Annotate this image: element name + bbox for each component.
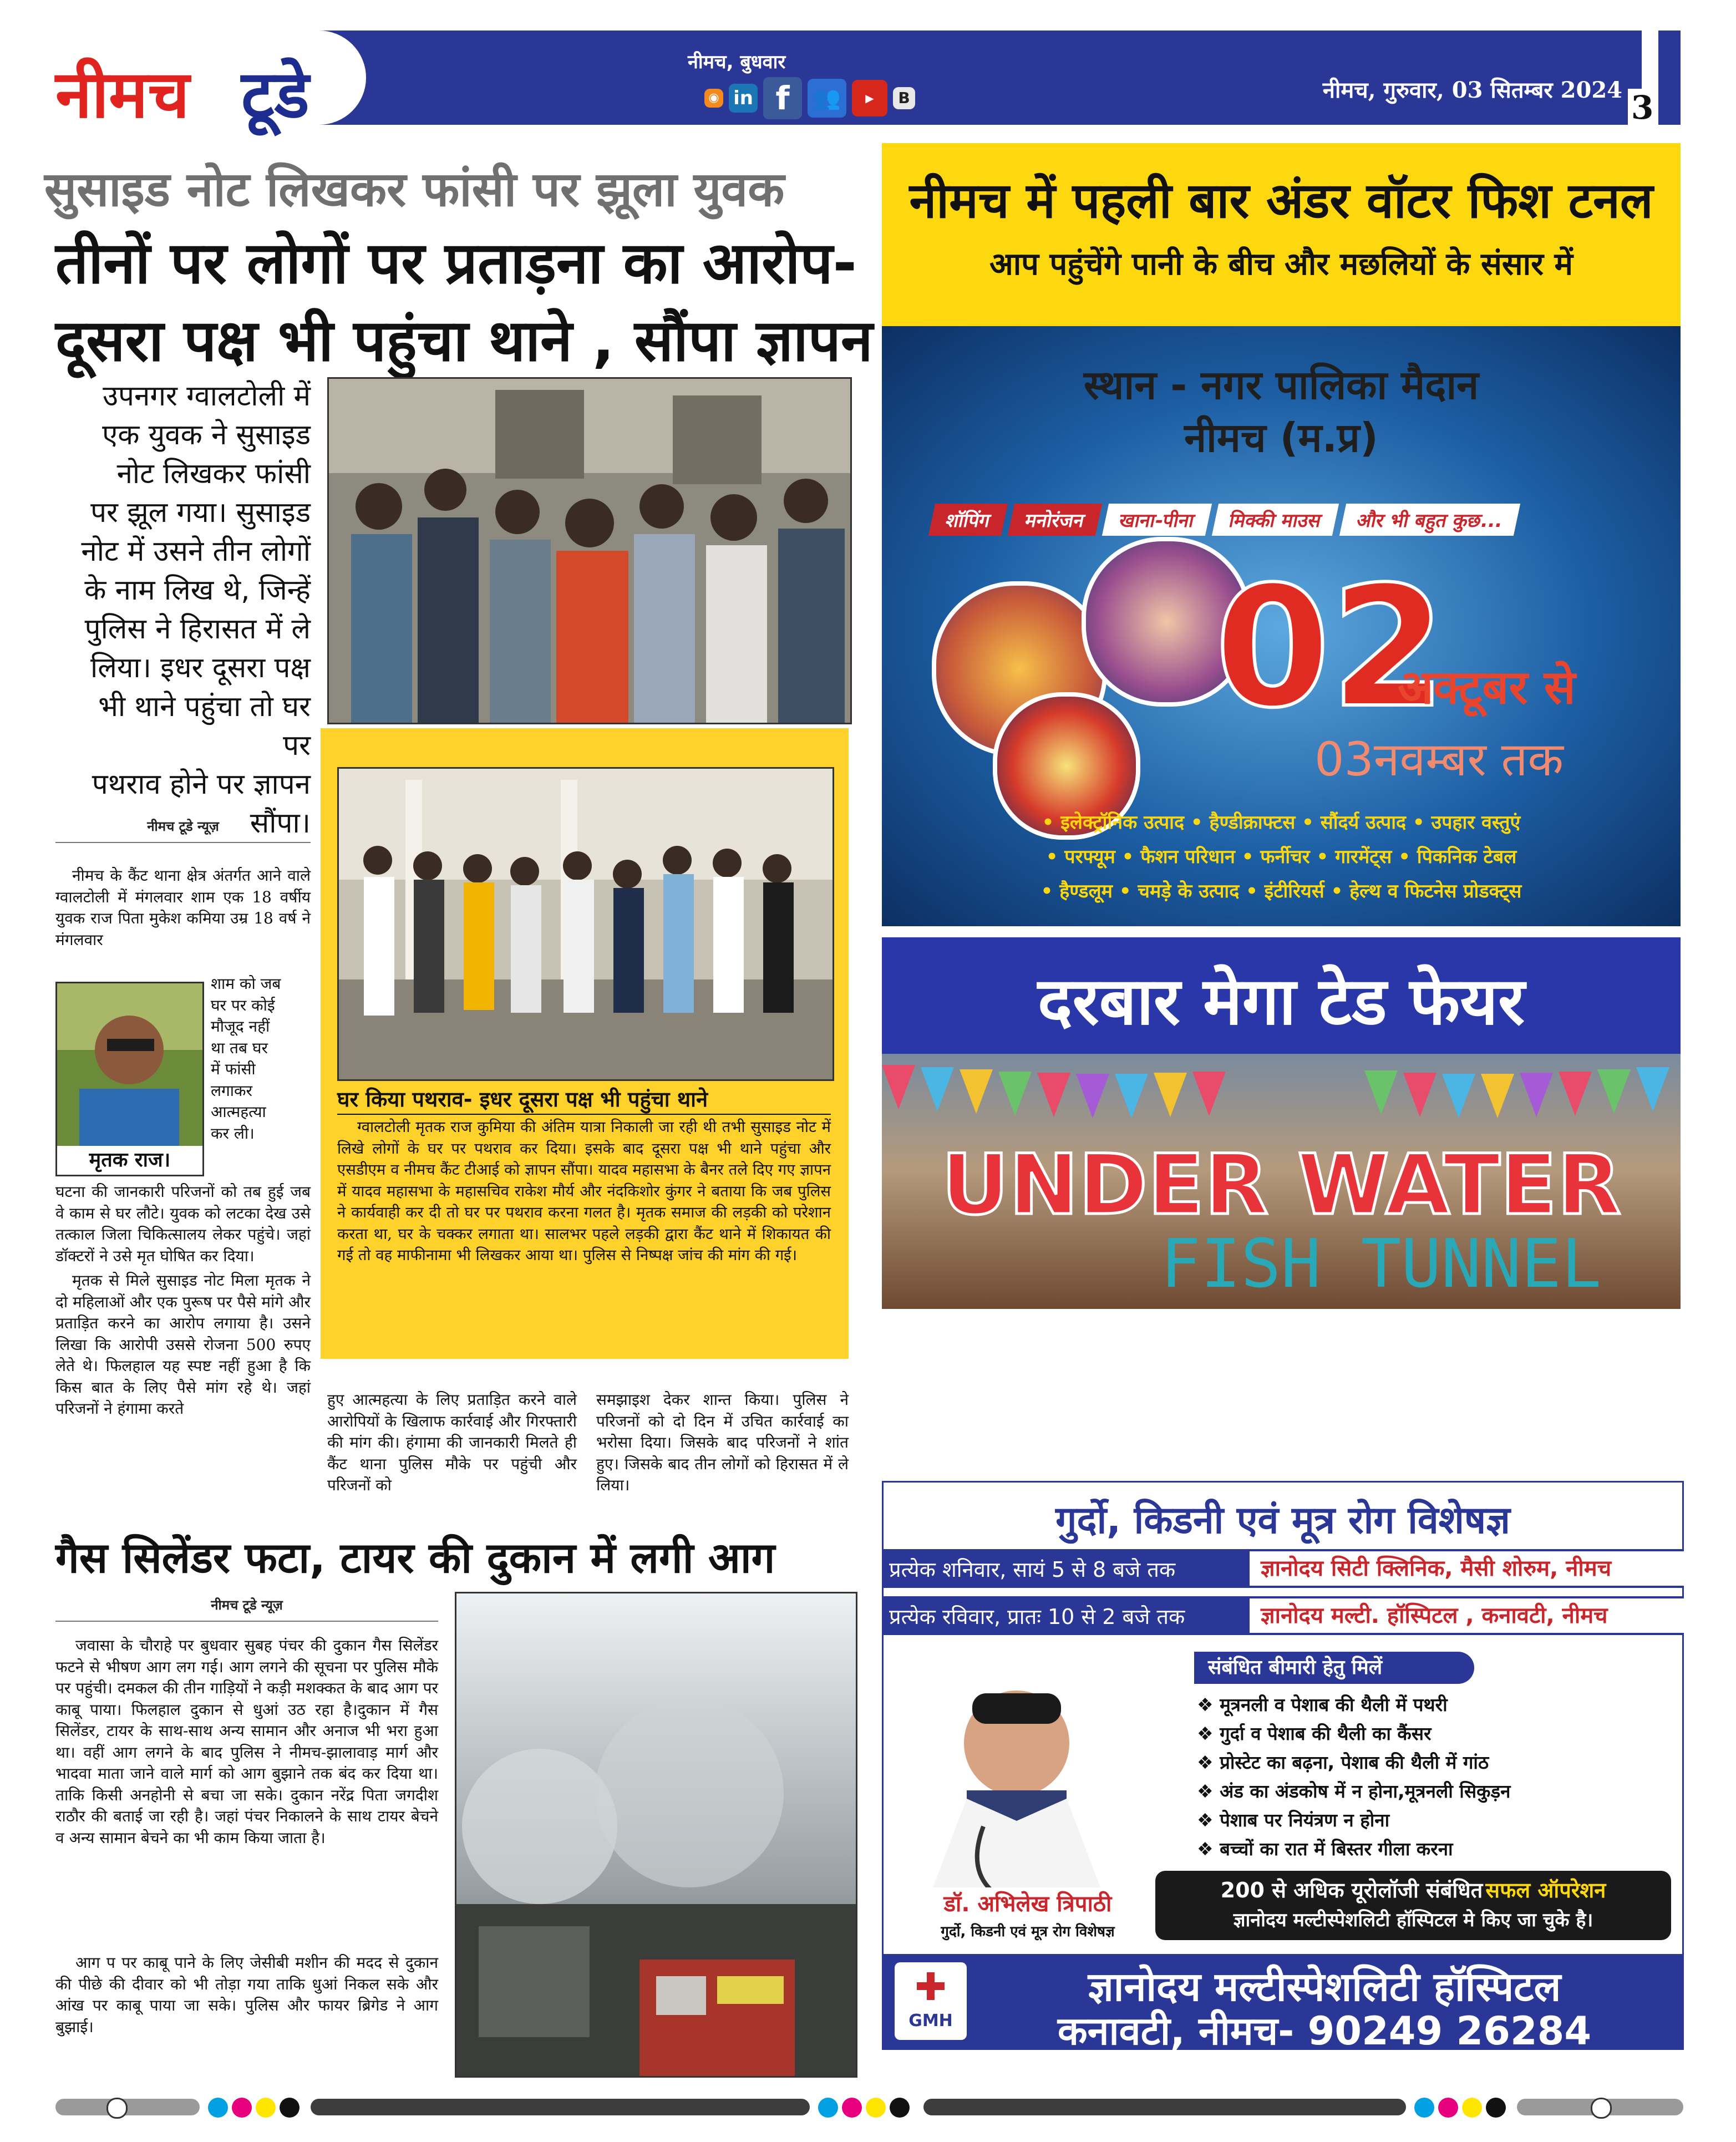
wrap-line: था तब घर xyxy=(211,1038,268,1057)
ad1-products3: • हैण्डलूम • चमड़े के उत्पाद • इंटीरियर्स • हेल्थ व फिटनेस प्रोडक्ट्स xyxy=(1040,880,1522,902)
hospital-address-phone: कनावटी, नीमच- 90249 26284 xyxy=(1057,2008,1592,2054)
crosshair-icon xyxy=(106,2098,128,2119)
black-dot xyxy=(890,2098,910,2118)
story1-col1-wrap xyxy=(211,973,311,1144)
story1-col1-para1: नीमच के कैंट थाना क्षेत्र अंतर्गत आने वाले ग्वालटोली में मंगलवार शाम एक 18 वर्षीय युवक राज पिता मुकेश कमिया उम्र 18 वर्ष ने मंगलवार xyxy=(55,866,311,949)
linkedin-icon[interactable]: in xyxy=(729,84,758,113)
ad2-title-band xyxy=(882,937,1681,1054)
intro-line: पथराव होने पर ज्ञापन xyxy=(92,768,311,801)
blogger-icon[interactable]: B xyxy=(893,87,915,109)
magenta-dot xyxy=(1438,2098,1458,2118)
print-marks xyxy=(0,2091,1736,2124)
yellow-dot xyxy=(256,2098,276,2118)
ad-mega-fair[interactable] xyxy=(882,937,1681,1309)
ad3-row2 xyxy=(884,1596,1682,1635)
ad1-tag: खाना-पीना xyxy=(1102,504,1212,536)
disease-item-text: बच्चों का रात में बिस्तर गीला करना xyxy=(1220,1838,1453,1860)
ops-text-b: सफल ऑपरेशन xyxy=(1485,1878,1606,1902)
disease-item: ❖ पेशाब पर नियंत्रण न होना xyxy=(1197,1809,1390,1831)
sidebox xyxy=(321,728,849,1359)
ad1-line1: नीमच में पहली बार अंडर वॉटर फिश टनल xyxy=(909,172,1653,229)
youtube-icon[interactable]: ▶ xyxy=(852,80,887,116)
yellow-dot xyxy=(1462,2098,1482,2118)
disease-item: ❖ अंड का अंडकोष में न होना,मूत्रनली सिकुड़न xyxy=(1197,1780,1511,1802)
ad3-row1-left: प्रत्येक शनिवार, सायं 5 से 8 बजे तक xyxy=(889,1557,1176,1582)
doctor-name: डॉ. अभिलेख त्रिपाठी xyxy=(922,1887,1133,1918)
story1-col1-para2: घटना की जानकारी परिजनों को तब हुई जब वे काम से घर लौटे। युवक को लटका देख उसे तत्काल जिला चिकित्सालय लेकर पहुंचे। जहां डॉक्टरों ने उसे मृत घोषित कर दिया। xyxy=(55,1182,311,1265)
disease-item: ❖ प्रोस्टेट का बढ़ना, पेशाब की थैली में गांठ xyxy=(1197,1752,1489,1773)
ad-fish-tunnel[interactable] xyxy=(882,143,1681,926)
social-icons xyxy=(704,76,915,120)
reg-bar xyxy=(55,2099,200,2115)
ops-text-a: 200 से अधिक यूरोलॉजी संबंधित xyxy=(1220,1878,1483,1902)
ad1-products2: • परफ्यूम • फैशन परिधान • फर्नीचर • गारमेंट्स • पिकनिक टेबल xyxy=(1045,846,1517,868)
disease-item-text: अंड का अंडकोष में न होना,मूत्रनली सिकुड़न xyxy=(1220,1780,1511,1802)
hospital-name: ज्ञानोदय मल्टीस्पेशलिटी हॉस्पिटल xyxy=(1088,1963,1561,2010)
disease-item-text: पेशाब पर नियंत्रण न होना xyxy=(1220,1809,1390,1831)
ad3-title: गुर्दो, किडनी एवं मूत्र रोग विशेषज्ञ xyxy=(1055,1499,1510,1542)
black-dot xyxy=(1486,2098,1506,2118)
intro-line: भी थाने पहुंचा तो घर पर xyxy=(98,691,311,762)
ad1-from: अक्टूबर से xyxy=(1398,660,1576,714)
rss-icon[interactable]: ◉ xyxy=(704,89,723,108)
intro-line: के नाम लिख थे, जिन्हें xyxy=(84,574,311,607)
cyan-dot xyxy=(208,2098,228,2118)
victim-portrait xyxy=(55,982,204,1176)
black-dot xyxy=(280,2098,300,2118)
disease-item-text: गुर्दा व पेशाब की थैली का कैंसर xyxy=(1220,1723,1432,1744)
intro-line: सौंपा। xyxy=(250,807,311,840)
crosshair-icon xyxy=(1591,2098,1612,2119)
disease-item: ❖ बच्चों का रात में बिस्तर गीला करना xyxy=(1197,1838,1453,1860)
wrap-line: घर पर कोई xyxy=(211,996,275,1014)
story2-para2: आग प पर काबू पाने के लिए जेसीबी मशीन की मदद से दुकान की पीछे की दीवार को भी तोड़ा गया ताकि धुआं निकल सके और आंख पर काबू पाया जा सके। पुलिस और फायर ब्रिगेड ने आग बुझाई। xyxy=(55,1953,438,2036)
story1-kicker: सुसाइड नोट लिखकर फांसी पर झूला युवक xyxy=(44,162,785,217)
plus-icon xyxy=(917,1972,945,2000)
story2-para1: जवासा के चौराहे पर बुधवार सुबह पंचर की दुकान गैस सिलेंडर फटने से भीषण आग लग गई। आग लगने की सूचना पर पुलिस मौके पर पहुंची। दमकल की तीन गाड़ियों ने कड़ी मशक्कत के बाद आग पर काबू पाया। फिलहाल दुकान से धुआं उठ रहा है।दुकान में गैस सिलेंडर, टायर के साथ-साथ अन्य सामान और अनाज भी भरा हुआ था। वहीं आग लगने के बाद पुलिस ने नीमच-झालावाड़ मार्ग और भादवा माता जाने वाले मार्ग को आग बुझाने तक बंद कर दिया था। ताकि किसी अनहोनी से बचा जा सके। दुकान नरेंद्र पिता जगदीश राठौर की बताई जा रही है। जहां पंचर निकालने के साथ टायर बेचने व अन्य सामान बेचने का भी काम किया जाता है। xyxy=(55,1636,438,1847)
masthead-logo xyxy=(44,31,366,133)
story1-intro xyxy=(78,377,311,843)
story2-headline: गैस सिलेंडर फटा, टायर की दुकान में लगी आग xyxy=(55,1533,775,1582)
magenta-dot xyxy=(842,2098,862,2118)
ad3-disease-list xyxy=(1197,1691,1674,1864)
reg-bar xyxy=(923,2099,1406,2115)
ad1-tag: और भी बहुत कुछ... xyxy=(1339,504,1520,536)
page-number: 3 xyxy=(1628,89,1657,126)
cyan-dot xyxy=(1414,2098,1434,2118)
masthead xyxy=(44,31,1642,133)
disease-item-text: मूत्रनली व पेशाब की थैली में पथरी xyxy=(1220,1694,1448,1715)
fire-photo xyxy=(455,1592,857,2078)
ad1-line2: आप पहुंचेंगे पानी के बीच और मछलियों के संसार में xyxy=(989,246,1573,282)
ad1-tag: मनोरंजन xyxy=(1008,504,1102,536)
wrap-line: में फांसी xyxy=(211,1060,256,1078)
masthead-date: नीमच, गुरुवार, 03 सितम्बर 2024 xyxy=(1322,77,1622,103)
ad1-tag: शॉपिंग xyxy=(928,504,1008,536)
masthead-center-text: नीमच, बुधवार xyxy=(688,51,786,73)
magenta-dot xyxy=(232,2098,252,2118)
logo-name-red: नीमच xyxy=(55,56,190,133)
wrap-line: आत्महत्या xyxy=(211,1103,266,1121)
logo-name-blue: टूडे xyxy=(241,56,309,133)
disease-item: ❖ मूत्रनली व पेशाब की थैली में पथरी xyxy=(1197,1694,1448,1715)
doctor-title: गुर्दो, किडनी एवं मूत्र रोग विशेषज्ञ xyxy=(941,1923,1115,1940)
hospital-logo xyxy=(895,1962,967,2040)
wrap-line: कर ली। xyxy=(211,1124,255,1143)
group-photo xyxy=(337,767,834,1081)
story1-col1-para3: मृतक से मिले सुसाइड नोट मिला मृतक ने दो महिलाओं और एक पुरूष पर पैसे मांगे और प्रताड़ित करने का आरोप लगाया है। उसने लिखा कि आरोपी उससे रोजना 500 रुपए लेते थे। फिलहाल यह स्पष्ट नहीं हुआ है कि किस बात के लिए पैसे मांग रहे थे। जहां परिजनों ने हंगामा करते xyxy=(55,1271,311,1418)
intro-line: लिया। इधर दूसरा पक्ष xyxy=(90,652,311,684)
group-icon[interactable]: 👥 xyxy=(808,79,846,118)
intro-line: उपनगर ग्वालटोली में xyxy=(103,380,311,413)
ad1-tags xyxy=(932,504,1517,536)
story1-headline-line1: तीनों पर लोगों पर प्रताड़ना का आरोप- xyxy=(55,229,857,297)
ad1-venue1: स्थान - नगर पालिका मैदान xyxy=(1083,362,1479,408)
reg-bar xyxy=(311,2099,810,2115)
portrait-caption: मृतक राज। xyxy=(57,1146,202,1175)
byline-rule xyxy=(55,842,311,843)
story1-col2: हुए आत्महत्या के लिए प्रताड़ित करने वाले आरोपियों के खिलाफ कार्रवाई और गिरफ्तारी की मांग की। हंगामा की जानकारी मिलते ही कैंट थाना पुलिस मौके पर पहुंची और परिजनों को xyxy=(327,1390,577,1494)
ad3-row1 xyxy=(884,1549,1682,1588)
ad3-row1-right: ज्ञानोदय सिटी क्लिनिक, मैसी शोरुम, नीमच xyxy=(1250,1551,1688,1586)
page-edge-bar xyxy=(1658,31,1681,125)
ad1-header xyxy=(882,143,1681,326)
logo-text: GMH xyxy=(908,2011,953,2031)
intro-line: पर झूल गया। सुसाइड xyxy=(90,496,311,529)
disease-item: ❖ गुर्दा व पेशाब की थैली का कैंसर xyxy=(1197,1723,1432,1744)
ad2-title: दरबार मेगा टेड फेयर xyxy=(1037,963,1525,1039)
ad1-tag: मिक्की माउस xyxy=(1212,504,1339,536)
ad3-row2-left: प्रत्येक रविवार, प्रातः 10 से 2 बजे तक xyxy=(889,1605,1185,1629)
wrap-line: मौजूद नहीं xyxy=(211,1017,270,1036)
doctor-photo xyxy=(900,1660,1133,1915)
story1-headline-line2: दूसरा पक्ष भी पहुंचा थाने , सौंपा ज्ञापन xyxy=(55,307,873,374)
ad1-to: 03नवम्बर तक xyxy=(1314,732,1564,786)
yellow-dot xyxy=(866,2098,886,2118)
ad3-footer xyxy=(884,1954,1682,2054)
ad1-big-number: 02 xyxy=(1215,551,1446,744)
story1-byline: नीमच टूडे न्यूज़ xyxy=(147,819,219,834)
intro-line: पुलिस ने हिरासत में ले xyxy=(84,613,311,646)
ad2-under-water: UNDER WATER xyxy=(941,1137,1621,1234)
facebook-icon[interactable]: f xyxy=(763,77,802,119)
ad2-fish-tunnel: FISH TUNNEL xyxy=(1160,1226,1602,1303)
intro-line: एक युवक ने सुसाइड xyxy=(102,419,311,451)
sidebox-title: घर किया पथराव- इधर दूसरा पक्ष भी पहुंचा थाने xyxy=(337,1087,708,1111)
intro-line: नोट में उसने तीन लोगों xyxy=(81,535,311,568)
ops-line1 xyxy=(1155,1875,1671,1904)
ad3-row2-right: ज्ञानोदय मल्टी. हॉस्पिटल , कनावटी, नीमच xyxy=(1250,1598,1688,1633)
ad1-venue2: नीमच (म.प्र) xyxy=(1184,414,1378,461)
sidebox-title-rule xyxy=(337,1114,831,1115)
ad-hospital[interactable] xyxy=(882,1481,1684,2054)
ad1-products1: • इलेक्ट्रॉनिक उत्पाद • हैण्डीक्राफ्टस • सौंदर्य उत्पाद • उपहार वस्तुएं xyxy=(1042,811,1521,834)
story1-col3: समझाइश देकर शान्त किया। पुलिस ने परिजनों को दो दिन में उचित कार्रवाई का भरोसा दिया। जिसके बाद परिजनों ने शांत हुए। जिसके बाद तीन लोगों को हिरासत में ले लिया। xyxy=(596,1390,849,1494)
intro-line: नोट लिखकर फांसी xyxy=(116,458,311,490)
sidebox-text: ग्वालटोली मृतक राज कुमिया की अंतिम यात्रा निकाली जा रही थी तभी सुसाइड नोट में लिखे लोगों के घर पर पथराव कर दिया। इसके बाद दूसरा पक्ष भी थाने पहुंचा और एसडीएम व नीमच कैंट टीआई को ज्ञापन सौंपा। यादव महासभा के बैनर तले दिए गए ज्ञापन में यादव महासभा के महासचिव राकेश मौर्य और नंदकिशोर कुंगर ने बताया कि जब पुलिस ने कार्यवाही कर दी तो घर पर पथराव करना गलत है। मृतक समाज की लड़की को परेशान करता था, घर के चक्कर लगाता था। सालभर पहले लड़की द्वारा कैंट थाने में शिकायत की गई तो वह माफीनामा भी लिखकर आया था। पुलिस से निष्पक्ष जांच की मांग की गई। xyxy=(337,1118,831,1264)
ops-line2: ज्ञानोदय मल्टीस्पेशलिटी हॉस्पिटल मे किए जा चुके है। xyxy=(1233,1909,1593,1931)
story2-byline: नीमच टूडे न्यूज़ xyxy=(211,1597,283,1613)
ad3-contact-head: संबंधित बीमारी हेतु मिलें xyxy=(1194,1652,1474,1684)
disease-item-text: प्रोस्टेट का बढ़ना, पेशाब की थैली में गांठ xyxy=(1220,1752,1489,1773)
cyan-dot xyxy=(818,2098,838,2118)
wrap-line: लगाकर xyxy=(211,1081,252,1100)
crowd-photo xyxy=(327,377,852,724)
wrap-line: शाम को जब xyxy=(211,974,281,993)
ad3-operations xyxy=(1155,1871,1671,1940)
story2-byline-rule xyxy=(55,1621,438,1622)
